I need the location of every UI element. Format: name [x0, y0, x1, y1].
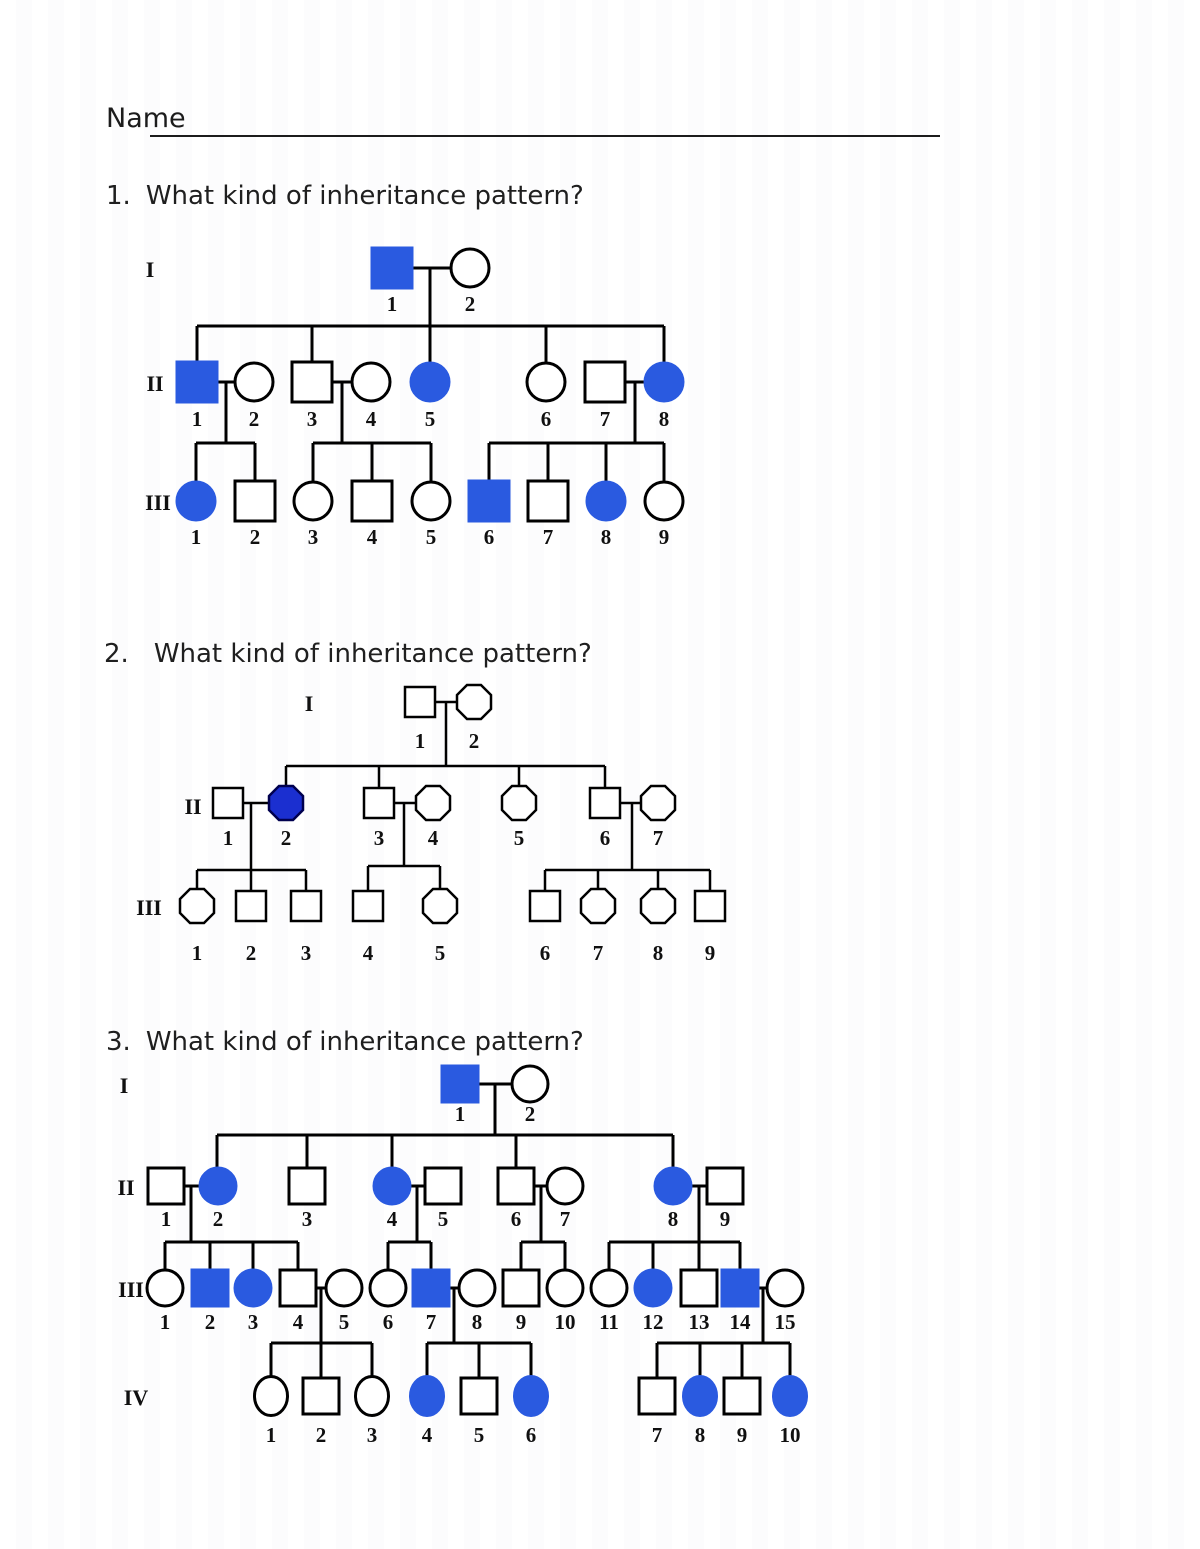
p2-generation-label-I: I [304, 691, 314, 716]
p3-III-13-number-label: 13 [688, 1310, 710, 1334]
p3-IV-9-male-unaffected [724, 1378, 760, 1414]
p2-II-4-number-label: 4 [427, 826, 439, 850]
p3-II-2-female-affected [200, 1168, 236, 1204]
name-label: Name [106, 103, 186, 134]
p2-III-1-female-unaffected [180, 889, 214, 923]
p2-I-2-number-label: 2 [468, 729, 480, 753]
p1-III-9-number-label: 9 [658, 525, 670, 549]
p3-III-15-female-unaffected [767, 1270, 803, 1306]
p3-III-5-female-unaffected [326, 1270, 362, 1306]
p2-II-1-number-label: 1 [222, 826, 234, 850]
p1-III-3-female-unaffected [294, 482, 332, 520]
p2-III-3-male-unaffected [291, 891, 321, 921]
p1-I-2-number-label: 2 [464, 292, 476, 316]
p3-generation-label-IV: IV [123, 1385, 149, 1410]
p3-III-5-number-label: 5 [338, 1310, 350, 1334]
p1-III-9-female-unaffected [645, 482, 683, 520]
p2-II-4-female-unaffected [416, 786, 450, 820]
p2-III-6-male-unaffected [530, 891, 560, 921]
p3-IV-10-female-affected [774, 1377, 807, 1416]
p3-III-12-number-label: 12 [642, 1310, 664, 1334]
p2-II-5-number-label: 5 [513, 826, 525, 850]
p1-III-3-number-label: 3 [307, 525, 319, 549]
p2-generation-label-III: III [136, 895, 162, 920]
p3-III-2-number-label: 2 [204, 1310, 216, 1334]
p3-IV-8-female-affected [684, 1377, 717, 1416]
p2-III-9-male-unaffected [695, 891, 725, 921]
p3-II-4-female-affected [374, 1168, 410, 1204]
p3-II-9-number-label: 9 [719, 1207, 731, 1231]
p3-IV-3-number-label: 3 [366, 1423, 378, 1447]
p3-IV-8-number-label: 8 [694, 1423, 706, 1447]
p1-III-1-female-affected [177, 482, 215, 520]
p2-I-2-female-unaffected [457, 685, 491, 719]
p2-III-2-male-unaffected [236, 891, 266, 921]
p2-II-7-number-label: 7 [652, 826, 664, 850]
p3-III-11-number-label: 11 [599, 1310, 619, 1334]
p3-III-1-female-unaffected [147, 1270, 183, 1306]
p2-III-4-male-unaffected [353, 891, 383, 921]
p1-III-6-male-affected [469, 481, 509, 521]
p3-IV-9-number-label: 9 [736, 1423, 748, 1447]
p1-II-3-number-label: 3 [306, 407, 318, 431]
question-2-text: What kind of inheritance pattern? [153, 639, 592, 669]
p3-IV-2-number-label: 2 [315, 1423, 327, 1447]
p3-III-11-female-unaffected [591, 1270, 627, 1306]
p3-I-1-male-affected [442, 1066, 478, 1102]
p3-III-4-number-label: 4 [292, 1310, 304, 1334]
p1-I-1-number-label: 1 [386, 292, 398, 316]
p3-IV-4-number-label: 4 [421, 1423, 433, 1447]
p2-II-2-female-affected [269, 786, 303, 820]
p3-IV-10-number-label: 10 [779, 1423, 801, 1447]
p2-III-8-female-unaffected [641, 889, 675, 923]
p2-III-5-number-label: 5 [434, 941, 446, 965]
p3-III-12-female-affected [635, 1270, 671, 1306]
p3-IV-4-female-affected [411, 1377, 444, 1416]
p2-III-1-number-label: 1 [191, 941, 203, 965]
p3-I-2-number-label: 2 [524, 1102, 536, 1126]
p3-generation-label-II: II [117, 1175, 135, 1200]
p3-II-8-female-affected [655, 1168, 691, 1204]
p1-III-4-number-label: 4 [366, 525, 378, 549]
p3-II-7-female-unaffected [547, 1168, 583, 1204]
p3-III-4-male-unaffected [280, 1270, 316, 1306]
p1-III-7-male-unaffected [528, 481, 568, 521]
p3-II-3-number-label: 3 [301, 1207, 313, 1231]
p1-II-5-number-label: 5 [424, 407, 436, 431]
p2-II-7-female-unaffected [641, 786, 675, 820]
p3-II-6-number-label: 6 [510, 1207, 522, 1231]
p3-IV-7-male-unaffected [639, 1378, 675, 1414]
p3-I-1-number-label: 1 [454, 1102, 466, 1126]
p1-II-7-number-label: 7 [599, 407, 611, 431]
p3-II-1-number-label: 1 [160, 1207, 172, 1231]
p3-III-14-male-affected [722, 1270, 758, 1306]
p3-II-8-number-label: 8 [667, 1207, 679, 1231]
p3-IV-3-female-unaffected [356, 1377, 389, 1416]
p3-III-8-number-label: 8 [471, 1310, 483, 1334]
p1-I-2-female-unaffected [451, 249, 489, 287]
p3-III-10-number-label: 10 [554, 1310, 576, 1334]
p2-III-4-number-label: 4 [362, 941, 374, 965]
p2-II-1-male-unaffected [213, 788, 243, 818]
p3-III-13-male-unaffected [681, 1270, 717, 1306]
p3-II-6-male-unaffected [498, 1168, 534, 1204]
p1-III-2-number-label: 2 [249, 525, 261, 549]
p3-II-5-number-label: 5 [437, 1207, 449, 1231]
p3-III-6-female-unaffected [370, 1270, 406, 1306]
question-1-text: What kind of inheritance pattern? [145, 181, 584, 211]
p1-III-2-male-unaffected [235, 481, 275, 521]
p1-generation-label-I: I [145, 257, 155, 282]
p2-III-7-number-label: 7 [592, 941, 604, 965]
p3-III-8-female-unaffected [459, 1270, 495, 1306]
p3-IV-7-number-label: 7 [651, 1423, 663, 1447]
p3-I-2-female-unaffected [512, 1066, 548, 1102]
pedigree-2 [136, 685, 725, 965]
p1-II-7-male-unaffected [585, 362, 625, 402]
p3-IV-5-male-unaffected [461, 1378, 497, 1414]
p1-III-5-number-label: 5 [425, 525, 437, 549]
p2-generation-label-II: II [184, 794, 202, 819]
p1-II-4-number-label: 4 [365, 407, 377, 431]
p2-III-7-female-unaffected [581, 889, 615, 923]
p1-III-8-number-label: 8 [600, 525, 612, 549]
p3-IV-1-number-label: 1 [265, 1423, 277, 1447]
p3-III-15-number-label: 15 [774, 1310, 796, 1334]
p1-III-4-male-unaffected [352, 481, 392, 521]
p3-III-9-number-label: 9 [515, 1310, 527, 1334]
p3-III-9-male-unaffected [503, 1270, 539, 1306]
p3-III-3-number-label: 3 [247, 1310, 259, 1334]
p3-III-6-number-label: 6 [382, 1310, 394, 1334]
p1-II-2-number-label: 2 [248, 407, 260, 431]
p3-generation-label-III: III [118, 1277, 144, 1302]
p3-IV-6-number-label: 6 [525, 1423, 537, 1447]
p2-III-6-number-label: 6 [539, 941, 551, 965]
p2-III-8-number-label: 8 [652, 941, 664, 965]
p1-generation-label-II: II [146, 371, 164, 396]
p2-III-2-number-label: 2 [245, 941, 257, 965]
p2-II-2-number-label: 2 [280, 826, 292, 850]
p1-III-1-number-label: 1 [190, 525, 202, 549]
p1-III-8-female-affected [587, 482, 625, 520]
p2-II-6-male-unaffected [590, 788, 620, 818]
p1-II-5-female-affected [411, 363, 449, 401]
p1-III-6-number-label: 6 [483, 525, 495, 549]
p3-III-1-number-label: 1 [159, 1310, 171, 1334]
p2-III-9-number-label: 9 [704, 941, 716, 965]
p1-II-8-number-label: 8 [658, 407, 670, 431]
p1-II-4-female-unaffected [352, 363, 390, 401]
p3-II-9-male-unaffected [707, 1168, 743, 1204]
p1-generation-label-III: III [145, 490, 171, 515]
p1-II-3-male-unaffected [292, 362, 332, 402]
p3-II-1-male-unaffected [148, 1168, 184, 1204]
p2-II-5-female-unaffected [502, 786, 536, 820]
p2-II-3-number-label: 3 [373, 826, 385, 850]
question-3-number: 3. [106, 1027, 131, 1057]
p2-I-1-male-unaffected [405, 687, 435, 717]
p3-IV-1-female-unaffected [255, 1377, 288, 1416]
p3-II-2-number-label: 2 [212, 1207, 224, 1231]
p2-III-3-number-label: 3 [300, 941, 312, 965]
p1-I-1-male-affected [372, 248, 412, 288]
p3-generation-label-I: I [119, 1073, 129, 1098]
p1-II-1-number-label: 1 [191, 407, 203, 431]
p2-II-3-male-unaffected [364, 788, 394, 818]
p3-III-10-female-unaffected [547, 1270, 583, 1306]
p1-III-5-female-unaffected [412, 482, 450, 520]
p1-II-6-number-label: 6 [540, 407, 552, 431]
p1-II-6-female-unaffected [527, 363, 565, 401]
p3-III-7-male-affected [413, 1270, 449, 1306]
p3-III-14-number-label: 14 [729, 1310, 751, 1334]
question-3-text: What kind of inheritance pattern? [145, 1027, 584, 1057]
p1-II-8-female-affected [645, 363, 683, 401]
question-1-number: 1. [106, 181, 131, 211]
p1-II-1-male-affected [177, 362, 217, 402]
p2-III-5-female-unaffected [423, 889, 457, 923]
p3-II-4-number-label: 4 [386, 1207, 398, 1231]
p2-II-6-number-label: 6 [599, 826, 611, 850]
p3-III-3-female-affected [235, 1270, 271, 1306]
p2-I-1-number-label: 1 [414, 729, 426, 753]
p3-III-7-number-label: 7 [425, 1310, 437, 1334]
p3-II-3-male-unaffected [289, 1168, 325, 1204]
p3-III-2-male-affected [192, 1270, 228, 1306]
p3-IV-6-female-affected [515, 1377, 548, 1416]
pedigree-3 [117, 1066, 806, 1447]
p1-II-2-female-unaffected [235, 363, 273, 401]
p3-II-5-male-unaffected [425, 1168, 461, 1204]
p3-IV-5-number-label: 5 [473, 1423, 485, 1447]
p1-III-7-number-label: 7 [542, 525, 554, 549]
p3-IV-2-male-unaffected [303, 1378, 339, 1414]
p3-II-7-number-label: 7 [559, 1207, 571, 1231]
pedigree-1 [145, 248, 683, 549]
question-2-number: 2. [104, 639, 129, 669]
